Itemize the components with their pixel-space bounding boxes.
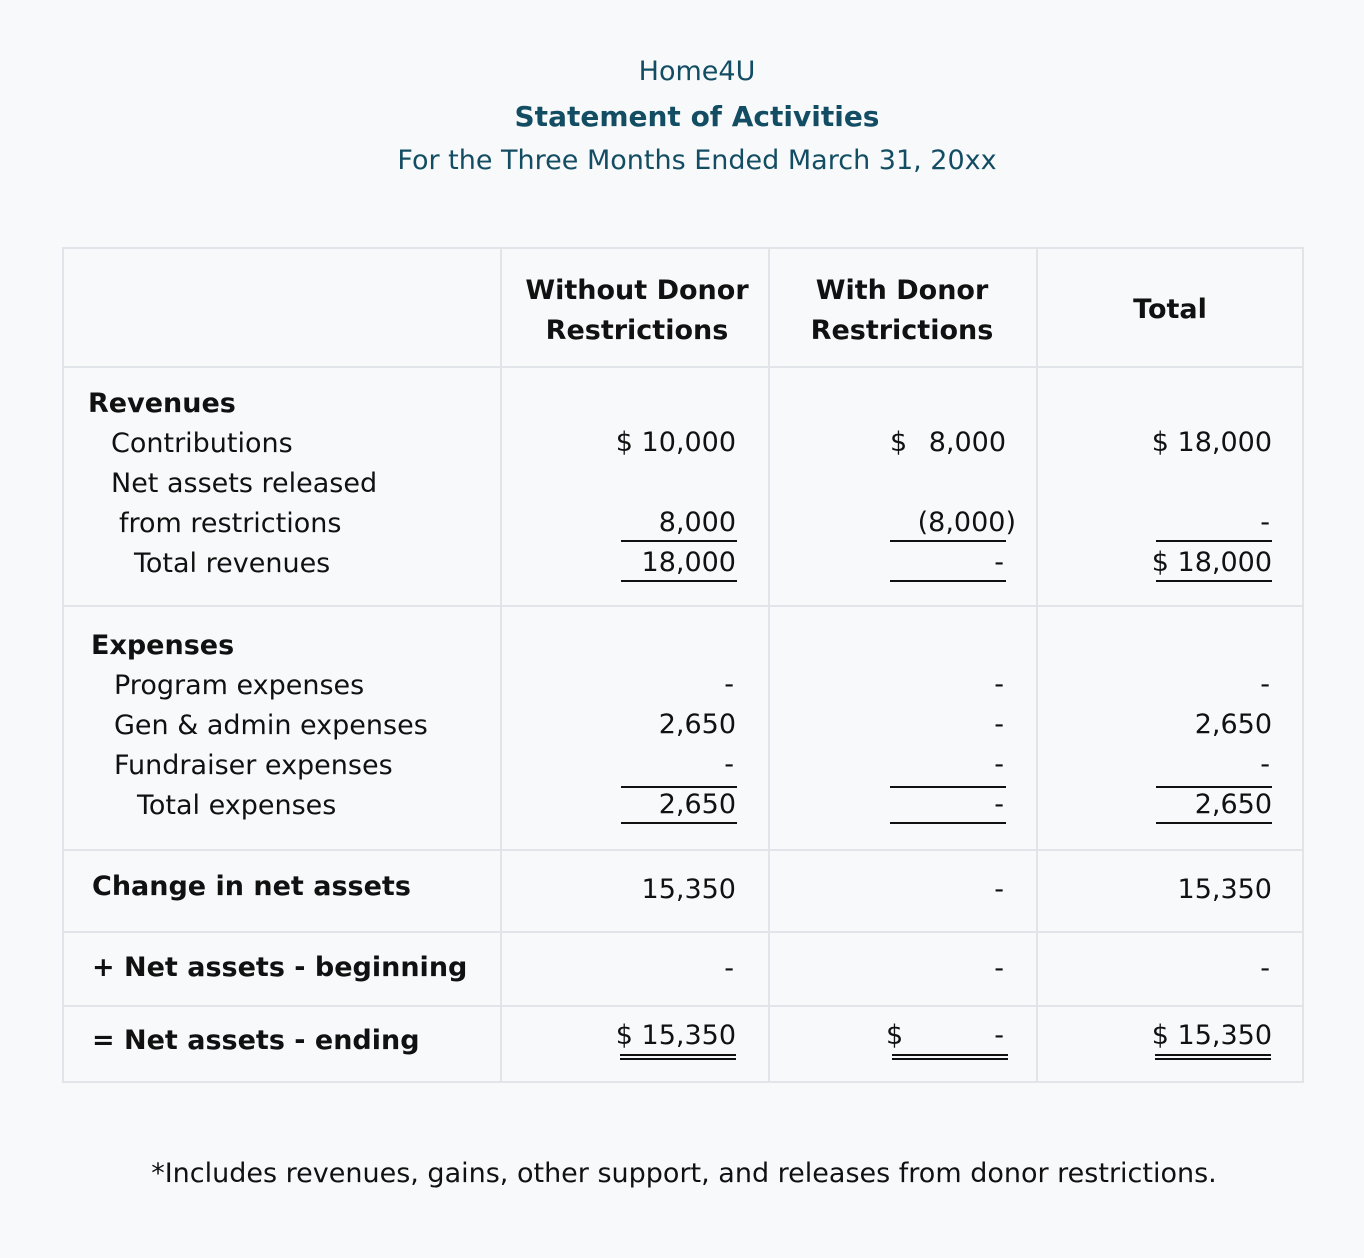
released-with: (8,000) xyxy=(917,507,1016,538)
total-expenses-without: 2,650 xyxy=(658,789,736,820)
program-without: - xyxy=(724,669,734,700)
beginning-with: - xyxy=(994,953,1004,984)
fundraiser-without: - xyxy=(724,749,734,780)
beginning-without: - xyxy=(724,953,734,984)
underline xyxy=(890,822,1006,824)
row-divider xyxy=(64,849,1302,851)
underline xyxy=(890,540,1006,542)
underline xyxy=(621,580,737,582)
fundraiser-with: - xyxy=(994,749,1004,780)
column-divider xyxy=(500,249,502,1081)
beginning-total: - xyxy=(1260,953,1270,984)
header-line: With Donor xyxy=(815,275,989,306)
ending-with: - xyxy=(994,1020,1004,1051)
row-divider xyxy=(64,366,1302,368)
total-revenues-total: $ 18,000 xyxy=(1151,547,1272,578)
total-expenses-label: Total expenses xyxy=(137,790,337,821)
expenses-heading: Expenses xyxy=(91,630,235,661)
header-line: Restrictions xyxy=(810,315,994,346)
released-without: 8,000 xyxy=(658,507,736,538)
fundraiser-total: - xyxy=(1260,749,1270,780)
change-with: - xyxy=(994,874,1004,905)
gen-admin-total: 2,650 xyxy=(1194,709,1272,740)
change-net-assets-label: Change in net assets xyxy=(92,871,411,902)
total-expenses-with: - xyxy=(994,789,1004,820)
total-expenses-total: 2,650 xyxy=(1194,789,1272,820)
contributions-without: $ 10,000 xyxy=(615,427,736,458)
double-underline xyxy=(892,1054,1008,1060)
column-header-with-donor xyxy=(770,271,1034,351)
gen-admin-without: 2,650 xyxy=(658,709,736,740)
footnote: *Includes revenues, gains, other support, and releases from donor restrictions. xyxy=(151,1158,1217,1189)
program-total: - xyxy=(1260,669,1270,700)
header-line: Restrictions xyxy=(545,315,729,346)
change-without: 15,350 xyxy=(641,874,736,905)
underline xyxy=(1156,822,1272,824)
gen-admin-with: - xyxy=(994,709,1004,740)
underline xyxy=(890,580,1006,582)
underline xyxy=(621,822,737,824)
double-underline xyxy=(620,1054,736,1060)
change-total: 15,350 xyxy=(1177,874,1272,905)
underline xyxy=(890,786,1006,788)
total-revenues-with: - xyxy=(994,547,1004,578)
contributions-with: 8,000 xyxy=(928,427,1006,458)
fundraiser-expenses-label: Fundraiser expenses xyxy=(114,750,393,781)
ending-total: $ 15,350 xyxy=(1151,1020,1272,1051)
underline xyxy=(621,540,737,542)
released-total: - xyxy=(1260,507,1270,538)
total-revenues-label: Total revenues xyxy=(134,548,331,579)
released-label-line1: Net assets released xyxy=(111,468,378,499)
released-label-line2: from restrictions xyxy=(119,508,342,539)
ending-without: $ 15,350 xyxy=(615,1020,736,1051)
header-line: Without Donor xyxy=(525,275,749,306)
gen-admin-expenses-label: Gen & admin expenses xyxy=(114,710,428,741)
column-divider xyxy=(768,249,770,1081)
ending-with-sign: $ xyxy=(886,1020,904,1051)
statement-period: For the Three Months Ended March 31, 20xx xyxy=(397,145,997,176)
revenues-heading: Revenues xyxy=(88,388,236,419)
column-header-without-donor xyxy=(502,271,772,351)
column-divider xyxy=(1036,249,1038,1081)
contributions-total: $ 18,000 xyxy=(1151,427,1272,458)
row-divider xyxy=(64,1005,1302,1007)
statement-table xyxy=(62,247,1304,1083)
net-assets-ending-label: = Net assets - ending xyxy=(92,1025,420,1056)
company-name: Home4U xyxy=(638,56,756,87)
net-assets-beginning-label: + Net assets - beginning xyxy=(92,952,468,983)
row-divider xyxy=(64,931,1302,933)
row-divider xyxy=(64,605,1302,607)
program-expenses-label: Program expenses xyxy=(114,670,365,701)
total-revenues-without: 18,000 xyxy=(641,547,736,578)
double-underline xyxy=(1155,1054,1271,1060)
contributions-with-sign: $ xyxy=(890,427,908,458)
underline xyxy=(1156,580,1272,582)
column-header-total: Total xyxy=(1133,294,1207,325)
underline xyxy=(1156,540,1272,542)
statement-title: Statement of Activities xyxy=(514,100,880,133)
contributions-label: Contributions xyxy=(111,428,293,459)
program-with: - xyxy=(994,669,1004,700)
